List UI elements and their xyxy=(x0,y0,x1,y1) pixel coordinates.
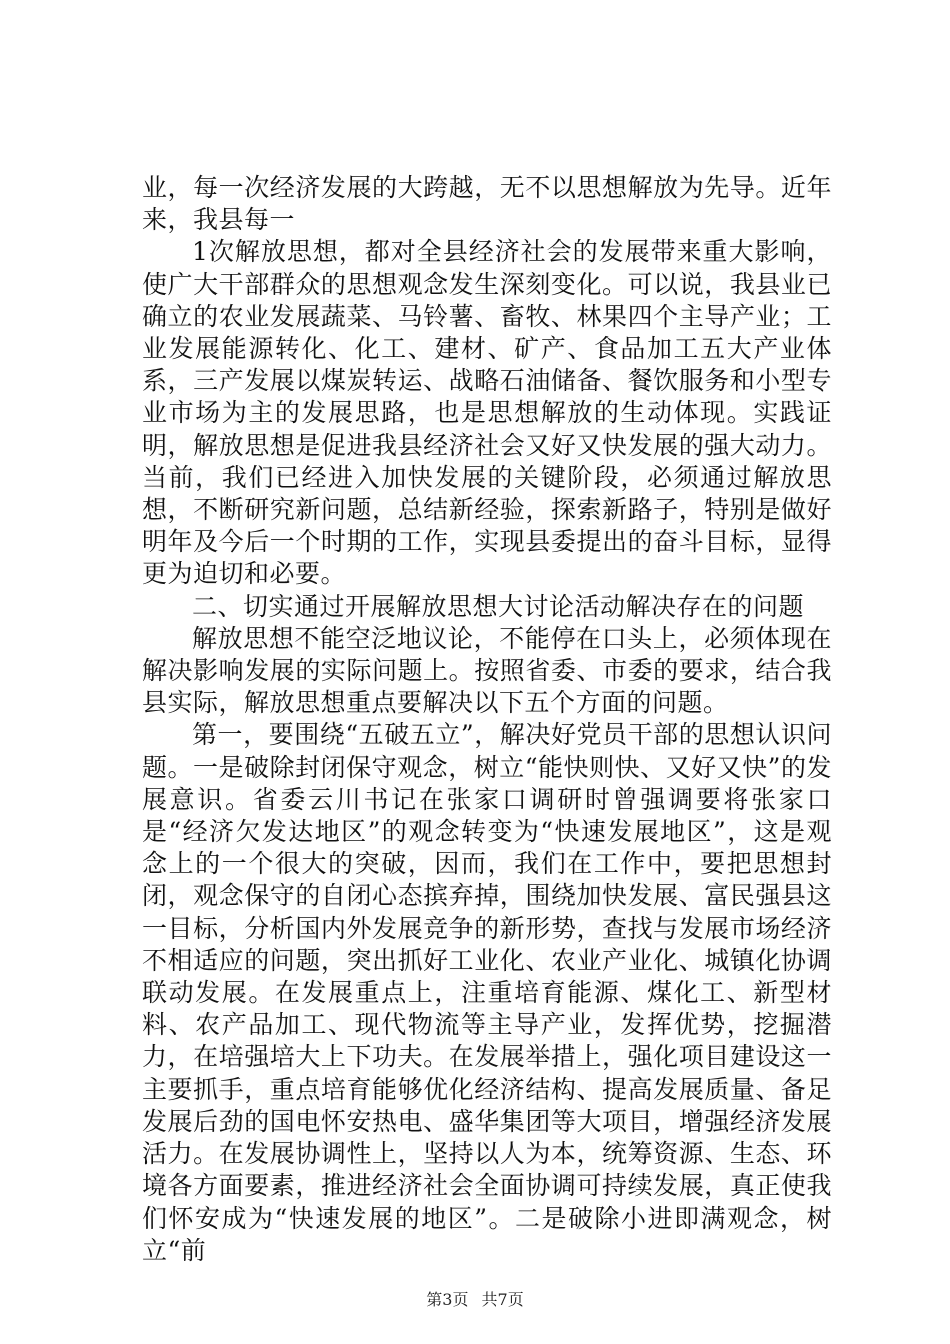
paragraph-continuation: 业，每一次经济发展的大跨越，无不以思想解放为先导。近年来，我县每一 xyxy=(142,173,832,235)
paragraph-first-point: 第一，要围绕“五破五立”，解决好党员干部的思想认识问题。一是破除封闭保守观念，树立“能快则快、又好又快”的发展意识。省委云川书记在张家口调研时曾强调要将张家口是“经济欠发达地区”的观念转变为“快速发展地区”，这是观念上的一个很大的突破，因而，我们在工作中，要把思想封闭，观念保守的自闭心态摈弃掉，围绕加快发展、富民强县这一目标，分析国内外发展竞争的新形势，查找与发展市场经济不相适应的问题，突出抓好工业化、农业产业化、城镇化协调联动发展。在发展重点上，注重培育能源、煤化工、新型材料、农产品加工、现代物流等主导产业，发挥优势，挖掘潜力，在培强培大上下功夫。在发展举措上，强化项目建设这一主要抓手，重点培育能够优化经济结构、提高发展质量、备足发展后劲的国电怀安热电、盛华集团等大项目，增强经济发展活力。在发展协调性上，坚持以人为本，统筹资源、生态、环境各方面要素，推进经济社会全面协调可持续发展，真正使我们怀安成为“快速发展的地区”。二是破除小进即满观念，树立“前 xyxy=(142,720,832,1265)
document-body xyxy=(142,172,832,1267)
page-number: 第3页 xyxy=(426,1290,469,1309)
page-total: 共7页 xyxy=(481,1290,524,1309)
paragraph-solve-problems: 解放思想不能空泛地议论，不能停在口头上，必须体现在解决影响发展的实际问题上。按照省委、市委的要求，结合我县实际，解放思想重点要解决以下五个方面的问题。 xyxy=(142,623,832,718)
paragraph-liberation-impact: 1次解放思想，都对全县经济社会的发展带来重大影响，使广大干部群众的思想观念发生深刻变化。可以说，我县业已确立的农业发展蔬菜、马铃薯、畜牧、林果四个主导产业；工业发展能源转化、化工、建材、矿产、食品加工五大产业体系，三产发展以煤炭转运、战略石油储备、餐饮服务和小型专业市场为主的发展思路，也是思想解放的生动体现。实践证明，解放思想是促进我县经济社会又好又快发展的强大动力。当前，我们已经进入加快发展的关键阶段，必须通过解放思想，不断研究新问题，总结新经验，探索新路子，特别是做好明年及今后一个时期的工作，实现县委提出的奋斗目标，显得更为迫切和必要。 xyxy=(142,237,832,589)
page-footer xyxy=(0,1290,950,1310)
section-heading-two: 二、切实通过开展解放思想大讨论活动解决存在的问题 xyxy=(192,591,805,621)
